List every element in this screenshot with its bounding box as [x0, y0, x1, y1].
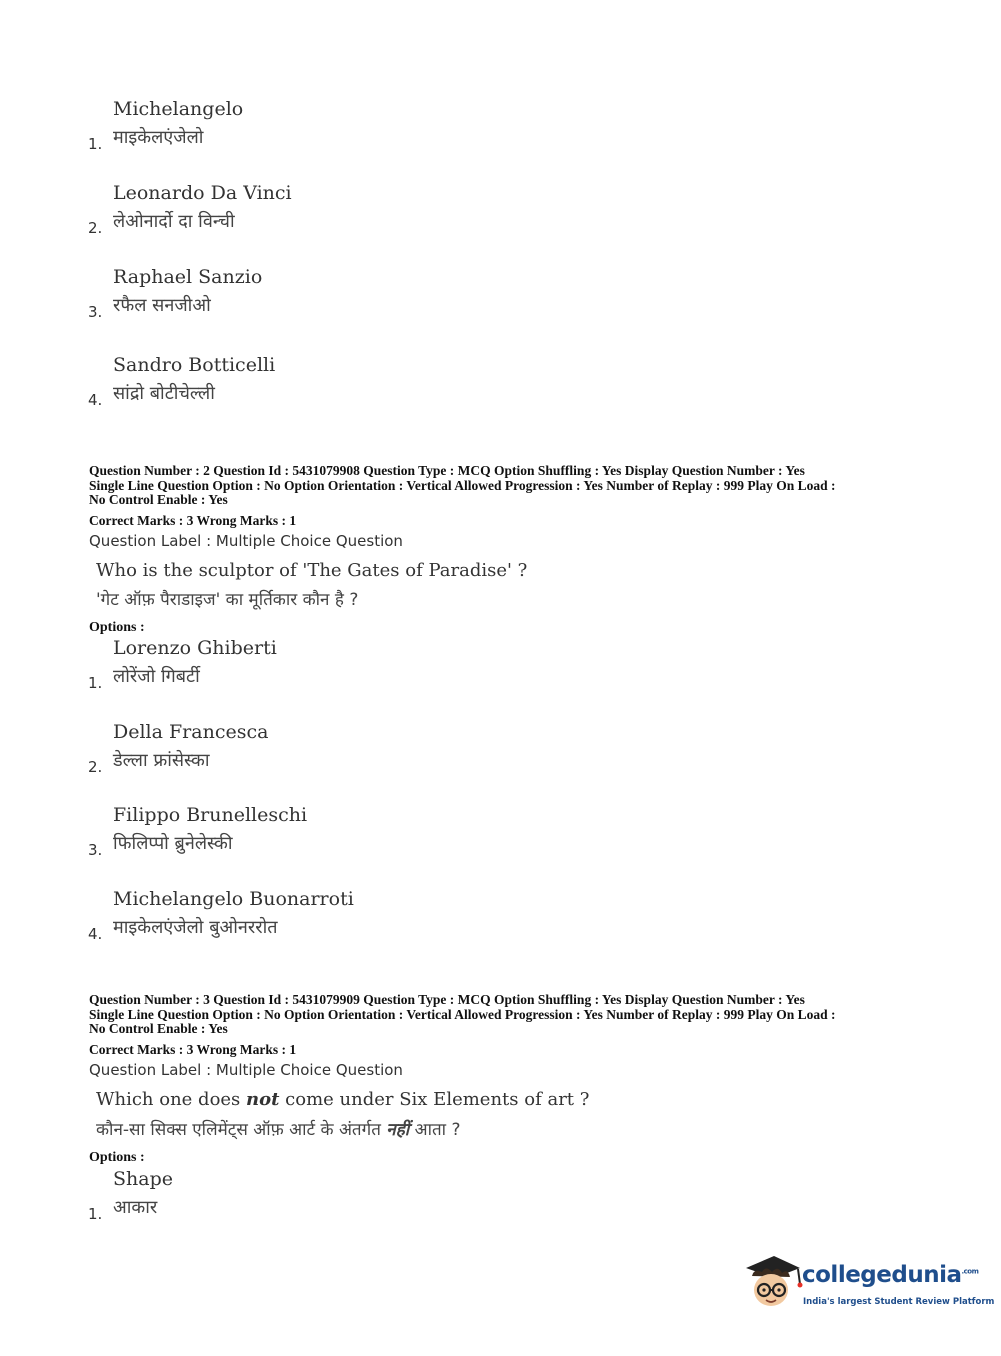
option-number: 1. — [88, 674, 103, 692]
q2-question-label: Question Label : Multiple Choice Question — [89, 532, 403, 550]
q3-text-hi-post: आता ? — [409, 1120, 461, 1140]
option-number: 3. — [88, 841, 103, 859]
option-text-hi: फिलिप्पो ब्रुनेलेस्की — [113, 833, 233, 854]
option-text-en: Michelangelo — [113, 98, 244, 120]
option-text-en: Della Francesca — [113, 721, 269, 743]
q2-meta — [89, 464, 836, 508]
option-number: 3. — [88, 303, 103, 321]
option-text-hi: लेओनार्दो दा विन्ची — [113, 211, 235, 232]
q2-options-heading: Options : — [89, 620, 145, 635]
q2-meta-line-2: Single Line Question Option : No Option Orientation : Vertical Allowed Progression : Yes Number of Replay : 999 Play On Load : — [89, 477, 836, 493]
logo-brand — [802, 1262, 978, 1288]
q2-meta-line-1: Question Number : 2 Question Id : 5431079908 Question Type : MCQ Option Shuffling : Yes Display Question Number : Yes — [89, 463, 805, 478]
collegedunia-logo — [742, 1250, 995, 1312]
option-text-hi: आकार — [113, 1197, 158, 1218]
option-text-hi: रफैल सनजीओ — [113, 295, 211, 316]
mascot-icon — [742, 1250, 804, 1312]
option-number: 2. — [88, 758, 103, 776]
q2-question-text-hi: 'गेट ऑफ़ पैराडाइज' का मूर्तिकार कौन है ? — [96, 590, 359, 610]
option-text-hi: माइकेलएंजेलो — [113, 127, 204, 148]
q3-options-heading: Options : — [89, 1150, 145, 1165]
q3-text-en-post: come under Six Elements of art ? — [279, 1089, 590, 1110]
option-text-hi: माइकेलएंजेलो बुओनररोत — [113, 917, 278, 938]
option-text-en: Raphael Sanzio — [113, 266, 263, 288]
option-text-en: Lorenzo Ghiberti — [113, 637, 277, 659]
logo-tagline: India's largest Student Review Platform — [803, 1297, 995, 1307]
option-text-en: Sandro Botticelli — [113, 354, 276, 376]
q3-question-label: Question Label : Multiple Choice Question — [89, 1061, 403, 1079]
q3-marks: Correct Marks : 3 Wrong Marks : 1 — [89, 1042, 297, 1057]
q2-question-text-en: Who is the sculptor of 'The Gates of Paradise' ? — [96, 560, 528, 581]
q3-text-en-pre: Which one does — [96, 1089, 247, 1110]
q3-text-hi-pre: कौन-सा सिक्स एलिमेंट्स ऑफ़ आर्ट के अंतर्गत — [96, 1120, 387, 1140]
logo-brand-text: collegedunia — [802, 1262, 962, 1288]
option-text-en: Leonardo Da Vinci — [113, 182, 292, 204]
q2-meta-line-3: No Control Enable : Yes — [89, 492, 228, 507]
logo-brand-suffix: .com — [961, 1267, 979, 1276]
option-number: 4. — [88, 925, 103, 943]
q3-question-text-en — [96, 1089, 589, 1110]
q3-question-text-hi — [96, 1117, 460, 1140]
option-text-en: Shape — [113, 1168, 173, 1190]
q3-meta — [89, 993, 836, 1037]
option-text-hi: सांद्रो बोटीचेल्ली — [113, 383, 215, 404]
q2-marks: Correct Marks : 3 Wrong Marks : 1 — [89, 513, 297, 528]
option-number: 2. — [88, 219, 103, 237]
option-text-hi: लोरेंजो गिबर्टी — [113, 666, 200, 687]
q3-meta-line-2: Single Line Question Option : No Option Orientation : Vertical Allowed Progression : Yes Number of Replay : 999 Play On Load : — [89, 1006, 836, 1022]
option-number: 1. — [88, 1205, 103, 1223]
option-number: 1. — [88, 135, 103, 153]
q3-meta-line-3: No Control Enable : Yes — [89, 1021, 228, 1036]
option-text-en: Michelangelo Buonarroti — [113, 888, 354, 910]
q3-text-en-emphasis: not — [246, 1089, 280, 1110]
option-number: 4. — [88, 391, 103, 409]
q3-meta-line-1: Question Number : 3 Question Id : 5431079909 Question Type : MCQ Option Shuffling : Yes Display Question Number : Yes — [89, 992, 805, 1007]
option-text-hi: डेल्ला फ्रांसेस्का — [113, 750, 210, 771]
option-text-en: Filippo Brunelleschi — [113, 804, 308, 826]
q3-text-hi-emphasis: नहीं — [386, 1120, 410, 1140]
